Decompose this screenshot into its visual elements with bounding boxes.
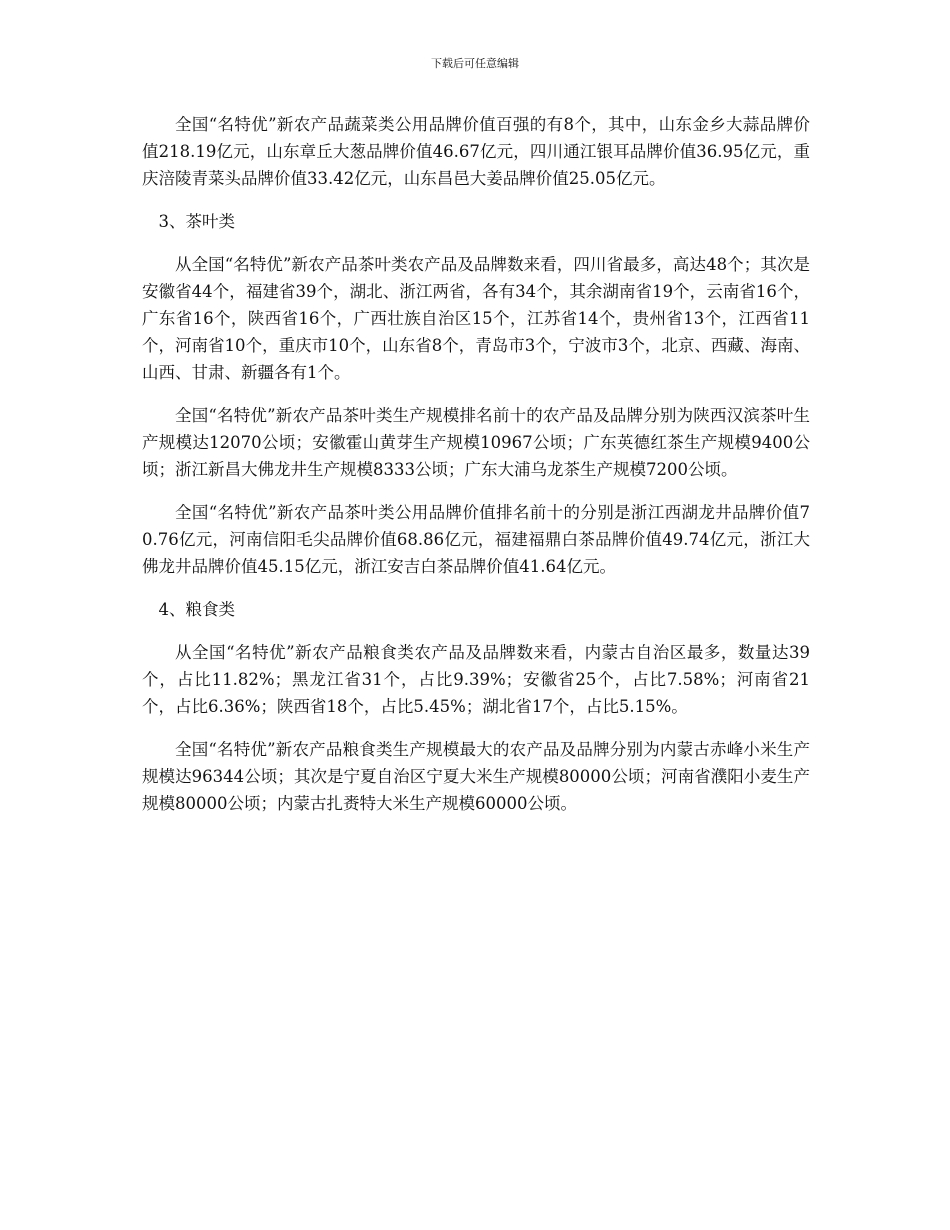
paragraph-grain-production-scale: 全国“名特优”新农产品粮食类生产规模最大的农产品及品牌分别为内蒙古赤峰小米生产规模达96344公顷；其次是宁夏自治区宁夏大米生产规模80000公顷；河南省濮阳小麦生产规模80000公顷；内蒙古扎赉特大米生产规模60000公顷。 [142,740,810,813]
paragraph-grain-brand-count: 从全国“名特优”新农产品粮食类农产品及品牌数来看，内蒙古自治区最多，数量达39个，占比11.82%；黑龙江省31个，占比9.39%；安徽省25个，占比7.58%；河南省21个，占比6.36%；陕西省18个，占比5.45%；湖北省17个，占比5.15%。 [142,643,810,716]
document-body [142,111,810,833]
section-heading-grain: 4、粮食类 [158,600,235,619]
paragraph-vegetable-brand-value: 全国“名特优”新农产品蔬菜类公用品牌价值百强的有8个，其中，山东金乡大蒜品牌价值218.19亿元，山东章丘大葱品牌价值46.67亿元，四川通江银耳品牌价值36.95亿元，重庆涪陵青菜头品牌价值33.42亿元，山东昌邑大姜品牌价值25.05亿元。 [142,115,810,188]
section-heading-tea: 3、茶叶类 [158,212,235,231]
paragraph-tea-brand-value: 全国“名特优”新农产品茶叶类公用品牌价值排名前十的分别是浙江西湖龙井品牌价值70.76亿元，河南信阳毛尖品牌价值68.86亿元，福建福鼎白茶品牌价值49.74亿元，浙江大佛龙井品牌价值45.15亿元，浙江安吉白茶品牌价值41.64亿元。 [142,503,810,576]
paragraph-tea-brand-count: 从全国“名特优”新农产品茶叶类农产品及品牌数来看，四川省最多，高达48个；其次是安徽省44个，福建省39个，湖北、浙江两省，各有34个，其余湖南省19个，云南省16个，广东省16个，陕西省16个，广西壮族自治区15个，江苏省14个，贵州省13个，江西省11个，河南省10个，重庆市10个，山东省8个，青岛市3个，宁波市3个，北京、西藏、海南、山西、甘肃、新疆各有1个。 [142,255,810,382]
page-header: 下载后可任意编辑 [431,57,519,70]
paragraph-tea-production-scale: 全国“名特优”新农产品茶叶类生产规模排名前十的农产品及品牌分别为陕西汉滨茶叶生产规模达12070公顷；安徽霍山黄芽生产规模10967公顷；广东英德红茶生产规模9400公顷；浙江新昌大佛龙井生产规模8333公顷；广东大浦乌龙茶生产规模7200公顷。 [142,406,810,479]
